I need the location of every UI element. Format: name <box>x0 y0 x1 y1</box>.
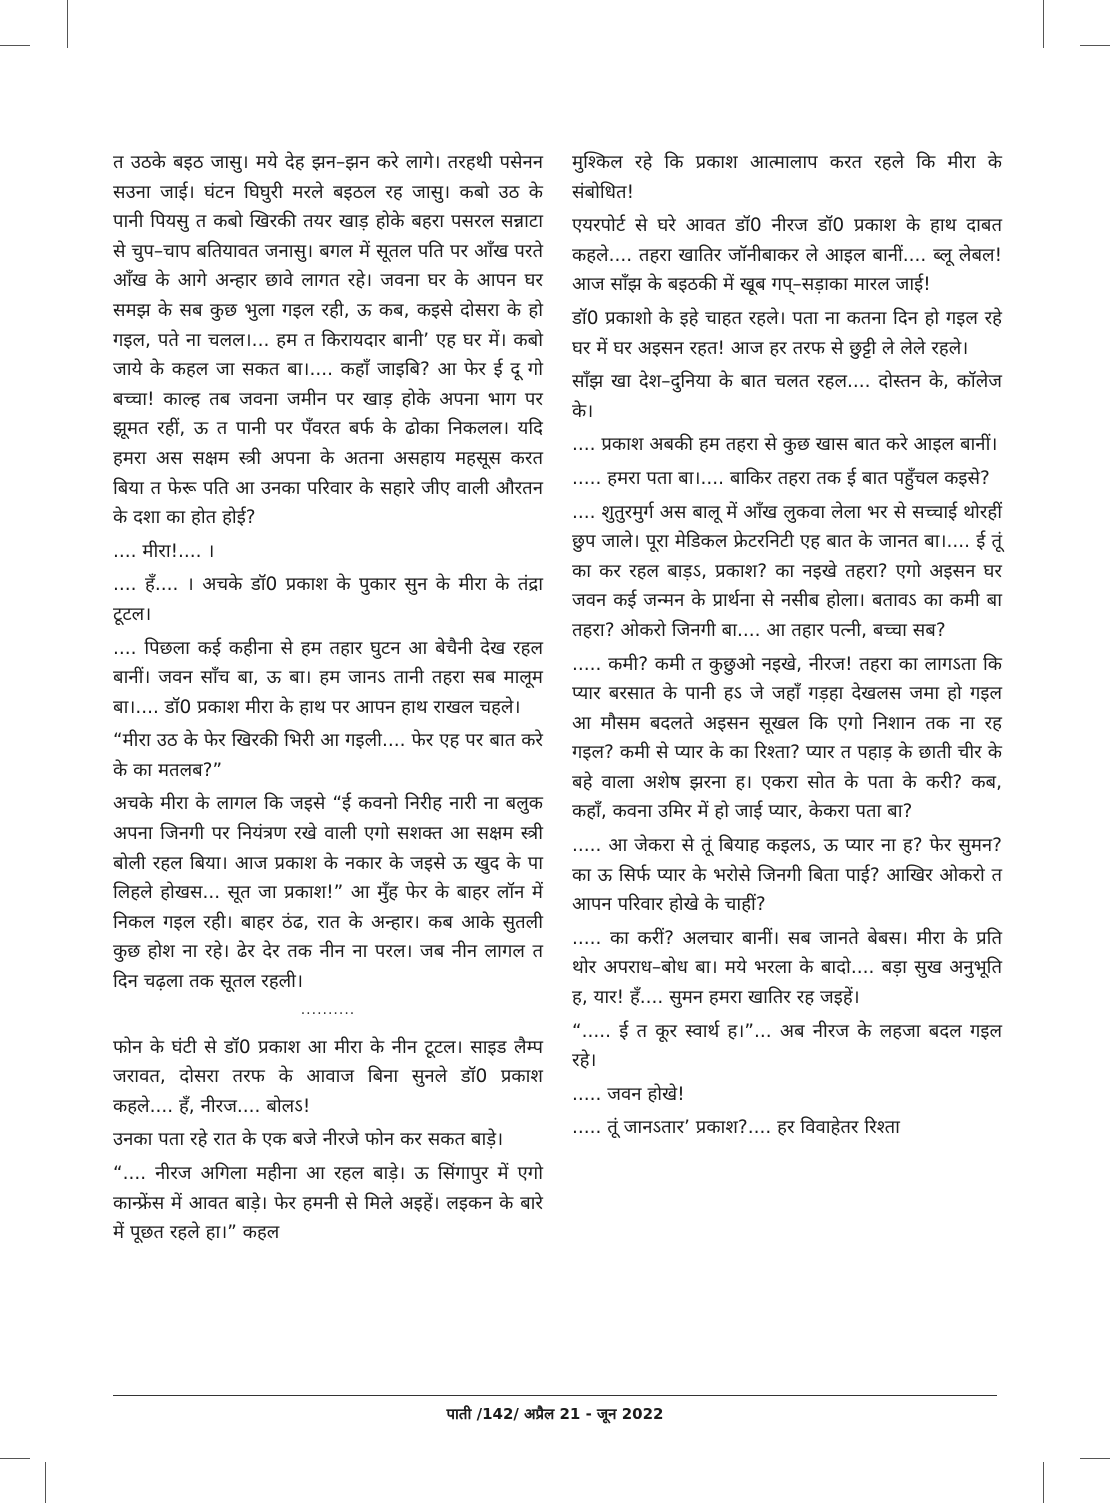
right-paragraph: ..... तूं जानऽतार’ प्रकाश?.... हर विवाहेतर रिश्ता <box>572 1117 900 1139</box>
left-paragraph: अचके मीरा के लागल कि जइसे “ई कवनो निरीह नारी ना बलुक अपना जिनगी पर नियंत्रण रखे वाली एगो सशक्त आ सक्षम स्त्री बोली रहल बिया। आज प्रकाश के नकार के जइसे ऊ खुद के पा लिहले होखस... सूत जा प्रकाश!” आ मुँह फेर के बाहर लॉन में निकल गइल रही। बाहर ठंढ, रात के अन्हार। कब आके सुतली कुछ होश ना रहे। ढेर देर तक नीन ना परल। जब नीन लागल त दिन चढ़ला तक सूतल रहली। <box>113 793 543 993</box>
right-paragraph: .... शुतुरमुर्ग अस बालू में आँख लुकवा लेला भर से सच्चाई थोरहीं छुप जाले। पूरा मेडिकल फ्रेटरनिटी एह बात के जानत बा।.... ई तूं का कर रहल बाड़ऽ, प्रकाश? का नइखे तहरा? एगो अइसन घर जवन कई जन्मन के प्रार्थना से नसीब होला। बतावऽ का कमी बा तहरा? ओकरो जिनगी बा.... आ तहार पत्नी, बच्चा सब? <box>572 501 1002 641</box>
crop-mark-top-left-vertical <box>67 0 68 48</box>
right-paragraph: ..... हमरा पता बा।.... बाकिर तहरा तक ई बात पहुँचल कइसे? <box>572 467 990 489</box>
crop-mark-top-right-horizontal <box>1080 45 1110 46</box>
left-paragraph: .... पिछला कई कहीना से हम तहार घुटन आ बेचैनी देख रहल बानीं। जवन साँच बा, ऊ बा। हम जानऽ तानी तहरा सब मालूम बा।.... डॉ0 प्रकाश मीरा के हाथ पर आपन हाथ राखल चहले। <box>113 637 543 718</box>
right-paragraph: डॉ0 प्रकाशो के इहे चाहत रहले। पता ना कतना दिन हो गइल रहे घर में घर अइसन रहत! आज हर तरफ से छुट्टी ले लेले रहले। <box>572 307 1002 359</box>
left-paragraph: फोन के घंटी से डॉ0 प्रकाश आ मीरा के नीन टूटल। साइड लैम्प जरावत, दोसरा तरफ के आवाज बिना सुनले डॉ0 प्रकाश कहले.... हँ, नीरज.... बोलऽ! <box>113 1036 543 1117</box>
right-paragraph: “..... ई त कूर स्वार्थ ह।”... अब नीरज के लहजा बदल गइल रहे। <box>572 1020 1002 1072</box>
right-paragraph: ..... जवन होखे! <box>572 1083 685 1105</box>
left-paragraph: त उठके बइठ जासु। मये देह झन–झन करे लागे। तरहथी पसेनन सउना जाई। घंटन घिघुरी मरले बइठल रह जासु। कबो उठ के पानी पियसु त कबो खिरकी तयर खाड़ होके बहरा पसरल सन्नाटा से चुप–चाप बतियावत जनासु। बगल में सूतल पति पर आँख परते आँख के आगे अन्हार छावे लागत रहे। जवना घर के आपन घर समझ के सब कुछ भुला गइल रही, ऊ कब, कइसे दोसरा के हो गइल, पते ना चलल।... हम त किरायदार बानी’ एह घर में। कबो जाये के कहल जा सकत बा।.... कहाँ जाइबि? आ फेर ई दू गो बच्चा! काल्ह तब जवना जमीन पर खाड़ होके अपना भाग पर झूमत रहीं, ऊ त पानी पर पँवरत बर्फ के ढोका निकलल। यदि हमरा अस सक्षम स्त्री अपना के अतना असहाय महसूस करत बिया त फेरू पति आ उनका परिवार के सहारे जीए वाली औरतन के दशा का होत होई? <box>113 152 543 529</box>
crop-mark-bottom-right-horizontal <box>1080 1458 1110 1459</box>
crop-mark-top-right-vertical <box>1043 0 1044 48</box>
right-text-column <box>572 148 1002 1147</box>
left-paragraph: उनका पता रहे रात के एक बजे नीरजे फोन कर सकत बाड़े। <box>113 1129 504 1151</box>
crop-mark-bottom-right-vertical <box>1043 1462 1044 1503</box>
footer-rule <box>113 1395 997 1396</box>
crop-mark-top-left-horizontal <box>0 45 30 46</box>
section-separator: .......... <box>300 1001 356 1018</box>
left-paragraph: “मीरा उठ के फेर खिरकी भिरी आ गइली.... फेर एह पर बात करे के का मतलब?” <box>113 730 543 781</box>
left-paragraph: “.... नीरज अगिला महीना आ रहल बाड़े। ऊ सिंगापुर में एगो कान्फ्रेंस में आवत बाड़े। फेर हमनी से मिले अइहें। लइकन के बारे में पूछत रहले हा।” कहल <box>113 1163 543 1244</box>
right-paragraph: .... प्रकाश अबकी हम तहरा से कुछ खास बात करे आइल बानीं। <box>572 434 998 456</box>
right-paragraph: ..... आ जेकरा से तूं बियाह कइलऽ, ऊ प्यार ना ह? फेर सुमन? का ऊ सिर्फ प्यार के भरोसे जिनगी बिता पाई? आखिर ओकरो त आपन परिवार होखे के चाहीं? <box>572 835 1002 916</box>
crop-mark-bottom-left-horizontal <box>0 1458 30 1459</box>
right-paragraph: ..... का करीं? अलचार बानीं। सब जानते बेबस। मीरा के प्रति थोर अपराध–बोध बा। मये भरला के बादो.... बड़ा सुख अनुभूति ह, यार! हँ.... सुमन हमरा खातिर रह जइहें। <box>572 927 1002 1009</box>
page-footer: पाती /142/ अप्रैल 21 - जून 2022 <box>446 1405 664 1423</box>
right-paragraph: एयरपोर्ट से घरे आवत डॉ0 नीरज डॉ0 प्रकाश के हाथ दाबत कहले.... तहरा खातिर जॉनीबाकर ले आइल बानीं.... ब्लू लेबल! आज साँझ के बइठकी में खूब गप्–सड़ाका मारल जाई! <box>572 215 1002 296</box>
left-paragraph: .... हँ.... । अचके डॉ0 प्रकाश के पुकार सुन के मीरा के तंद्रा टूटल। <box>113 574 543 625</box>
right-paragraph: मुश्किल रहे कि प्रकाश आत्मालाप करत रहले कि मीरा के संबोधित! <box>572 152 1002 203</box>
left-text-column <box>113 148 543 1252</box>
right-paragraph: साँझ खा देश–दुनिया के बात चलत रहल.... दोस्तन के, कॉलेज के। <box>572 371 1002 422</box>
left-paragraph: .... मीरा!.... । <box>113 540 215 562</box>
right-paragraph: ..... कमी? कमी त कुछुओ नइखे, नीरज! तहरा का लागऽता कि प्यार बरसात के पानी हऽ जे जहाँ गड़हा देखलस जमा हो गइल आ मौसम बदलते अइसन सूखल कि एगो निशान तक ना रह गइल? कमी से प्यार के का रिश्ता? प्यार त पहाड़ के छाती चीर के बहे वाला अशेष झरना ह। एकरा सोत के पता के करी? कब, कहाँ, कवना उमिर में हो जाई प्यार, केकरा पता बा? <box>572 653 1002 823</box>
crop-mark-bottom-left-vertical <box>45 1462 46 1503</box>
